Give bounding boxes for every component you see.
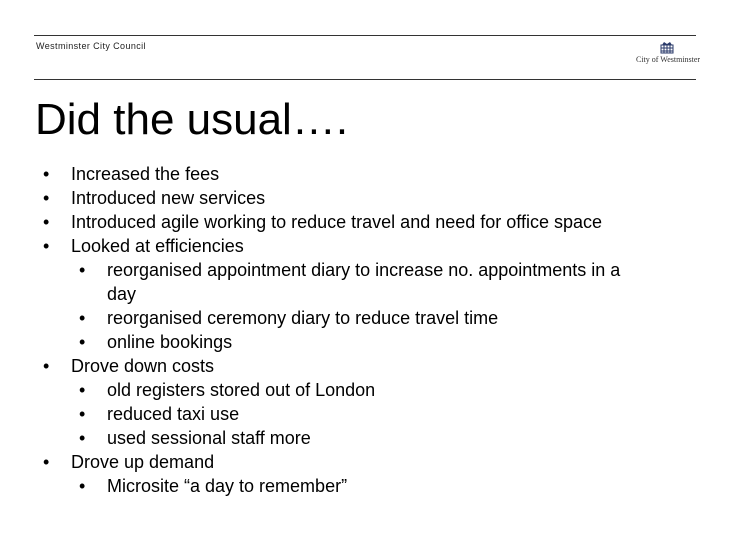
bullet-text: Looked at efficiencies	[71, 236, 244, 256]
sub-bullet-item	[0, 330, 647, 354]
bullet-text: reorganised ceremony diary to reduce travel time	[107, 308, 499, 328]
city-of-westminster-logo	[636, 42, 701, 66]
bullet-marker: •	[43, 356, 50, 376]
slide-title: Did the usual….	[35, 95, 349, 144]
bullet-marker: •	[43, 164, 50, 184]
bullet-text: Drove down costs	[71, 356, 215, 376]
header-bottom-rule	[34, 79, 696, 80]
bullet-marker: •	[43, 188, 50, 208]
bullet-item	[0, 450, 631, 474]
bullet-text: Introduced new services	[71, 188, 266, 208]
bullet-text: Increased the fees	[71, 164, 220, 184]
organisation-name: Westminster City Council	[36, 41, 146, 51]
sub-bullet-item	[0, 258, 647, 306]
sub-bullet-item	[0, 474, 647, 498]
sub-bullet-item	[0, 426, 647, 450]
bullet-text: Introduced agile working to reduce travel and need for office space	[71, 212, 602, 232]
bullet-marker: •	[79, 332, 86, 352]
bullet-item	[0, 162, 631, 186]
bullet-text: Microsite “a day to remember”	[107, 476, 348, 496]
bullet-marker: •	[43, 236, 50, 256]
bullet-marker: •	[43, 212, 50, 232]
portcullis-crest-icon	[659, 42, 675, 54]
bullet-marker: •	[43, 452, 50, 472]
bullet-list	[0, 162, 732, 498]
bullet-text: online bookings	[107, 332, 233, 352]
bullet-text: reduced taxi use	[107, 404, 240, 424]
sub-bullet-item	[0, 402, 647, 426]
bullet-text: reorganised appointment diary to increase no. appointments in a day	[107, 260, 621, 304]
bullet-item	[0, 210, 631, 234]
sub-bullet-item	[0, 378, 647, 402]
bullet-item	[0, 186, 631, 210]
logo-wordmark: City of Westminster	[636, 55, 701, 64]
bullet-text: Drove up demand	[71, 452, 215, 472]
header-top-rule	[34, 35, 696, 36]
sub-bullet-item	[0, 306, 647, 330]
bullet-marker: •	[79, 308, 86, 328]
bullet-marker: •	[79, 260, 86, 280]
bullet-marker: •	[79, 428, 86, 448]
bullet-text: used sessional staff more	[107, 428, 311, 448]
bullet-marker: •	[79, 476, 86, 496]
bullet-item	[0, 354, 631, 378]
bullet-marker: •	[79, 380, 86, 400]
bullet-item	[0, 234, 631, 258]
bullet-text: old registers stored out of London	[107, 380, 376, 400]
bullet-marker: •	[79, 404, 86, 424]
